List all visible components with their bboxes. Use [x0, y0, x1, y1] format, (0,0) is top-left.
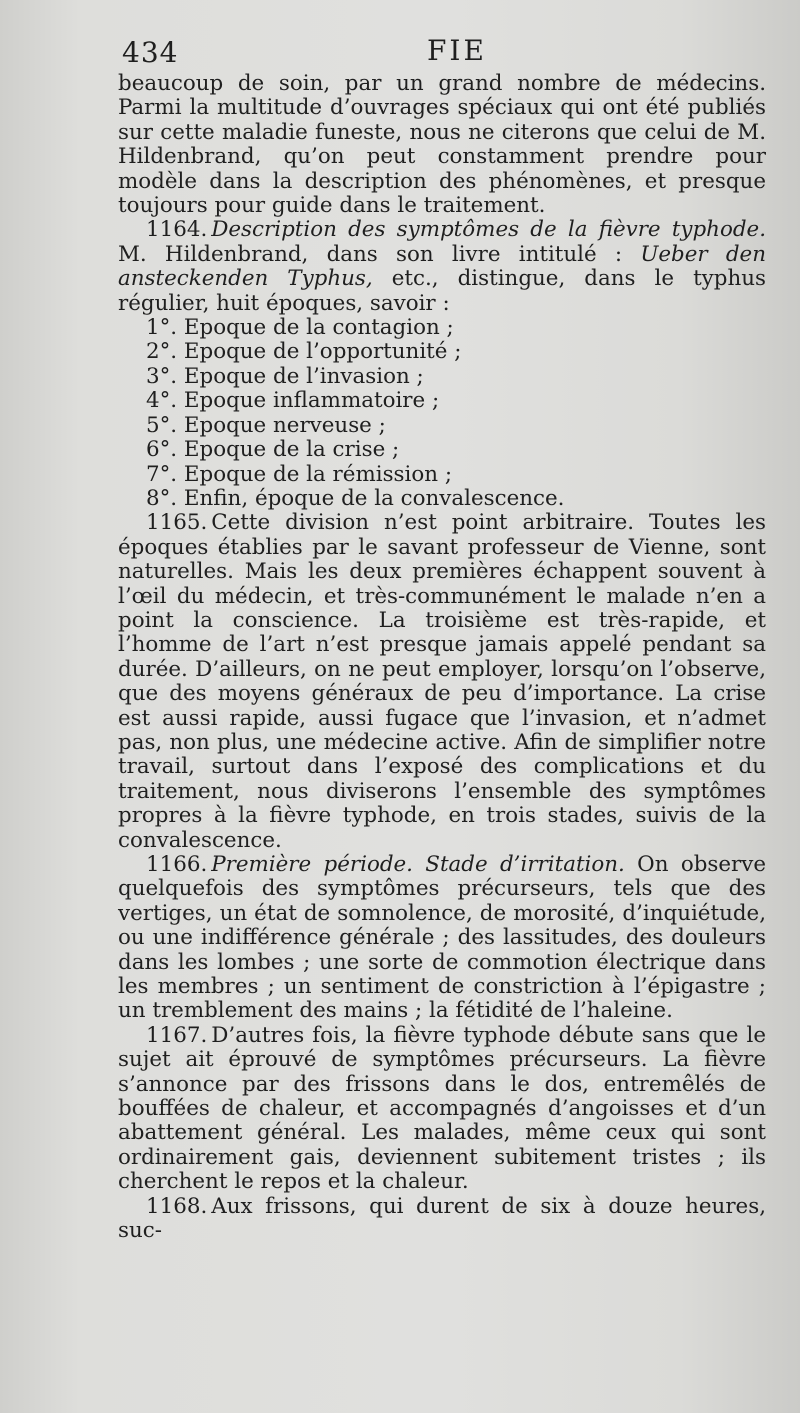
running-head: FIE: [427, 34, 487, 67]
book-title: Ueber den ansteckenden Typhus,: [118, 241, 766, 292]
paragraph-text: On observe quelquefois des symptômes précurseurs, tels que des vertiges, un état de somnolence, de morosité, d’inquiétude, ou une indifférence générale ; des lassitudes, des douleurs dans les lombes ; une sorte de commotion électrique dans les membres ; un sentiment de constriction à l’épigastre ; un tremblement des mains ; la fétidité de l’haleine.: [118, 852, 767, 1024]
paragraph-number: 1165.: [146, 510, 208, 536]
paragraph-1164: [118, 218, 766, 316]
list-item: 6°. Epoque de la crise ;: [146, 437, 400, 463]
paragraph-text: Aux frissons, qui durent de six à douze heures, suc-: [118, 1193, 766, 1244]
paragraph-text: D’autres fois, la fièvre typhode débute sans que le sujet ait éprouvé de symptômes précurseurs. La fièvre s’annonce par des frissons dans le dos, entremêlés de bouffées de chaleur, et accompagnés d’angoisses et d’un abattement général. Les malades, même ceux qui sont ordinairement gais, deviennent subitement tristes ; ils cherchent le repos et la chaleur.: [118, 1022, 766, 1195]
paragraph-1167: [118, 1024, 766, 1195]
opening-paragraph: [118, 72, 766, 218]
list-item: 7°. Epoque de la rémission ;: [146, 461, 453, 487]
list-item: 3°. Epoque de l’invasion ;: [146, 363, 424, 389]
list-item: 4°. Epoque inflammatoire ;: [146, 388, 440, 414]
paragraph-text: etc., distingue, dans le typhus régulier, huit époques, savoir :: [118, 266, 766, 316]
paragraph-number: 1164.: [146, 217, 208, 243]
section-title: Première période. Stade d’irritation.: [211, 852, 625, 877]
paragraph-1168: [118, 1195, 766, 1244]
section-title: Description des symptômes de la fièvre typhode.: [211, 217, 766, 243]
paragraph-text: M. Hildenbrand, dans son livre intitulé :: [118, 241, 641, 267]
list-item: 5°. Epoque nerveuse ;: [146, 412, 386, 438]
list-item: 2°. Epoque de l’opportunité ;: [146, 339, 462, 365]
epoch-list: [118, 316, 766, 511]
page-header: [118, 32, 766, 72]
list-item: 8°. Enfin, époque de la convalescence.: [146, 485, 565, 511]
opening-text: beaucoup de soin, par un grand nombre de médecins. Parmi la multitude d’ouvrages spéciaux qui ont été publiés sur cette maladie funeste, nous ne citerons que celui de M. Hildenbrand, qu’on peut constamment prendre pour modèle dans la description des phénomènes, et presque toujours pour guide dans le traitement.: [118, 71, 766, 219]
paragraph-1166: [118, 853, 766, 1024]
paragraph-text: Cette division n’est point arbitraire. Toutes les époques établies par le savant professeur de Vienne, sont naturelles. Mais les deux premières échappent souvent à l’œil du médecin, et très-communément le malade n’en a point la conscience. La troisième est très-rapide, et l’homme de l’art n’est presque jamais appelé pendant sa durée. D’ailleurs, on ne peut employer, lorsqu’on l’observe, que des moyens généraux de peu d’importance. La crise est aussi rapide, aussi fugace que l’invasion, et n’admet pas, non plus, une médecine active. Afin de simplifier notre travail, surtout dans l’exposé des complications et du traitement, nous diviserons l’ensemble des symptômes propres à la fièvre typhode, en trois stades, suivis de la convalescence.: [118, 510, 766, 853]
page-number: 434: [122, 36, 179, 69]
body-text: [118, 72, 766, 1244]
list-item: 1°. Epoque de la contagion ;: [146, 315, 454, 341]
paragraph-number: 1166.: [146, 852, 208, 877]
paragraph-number: 1167.: [146, 1022, 208, 1048]
paragraph-number: 1168.: [146, 1193, 208, 1219]
paragraph-1165: [118, 511, 766, 853]
